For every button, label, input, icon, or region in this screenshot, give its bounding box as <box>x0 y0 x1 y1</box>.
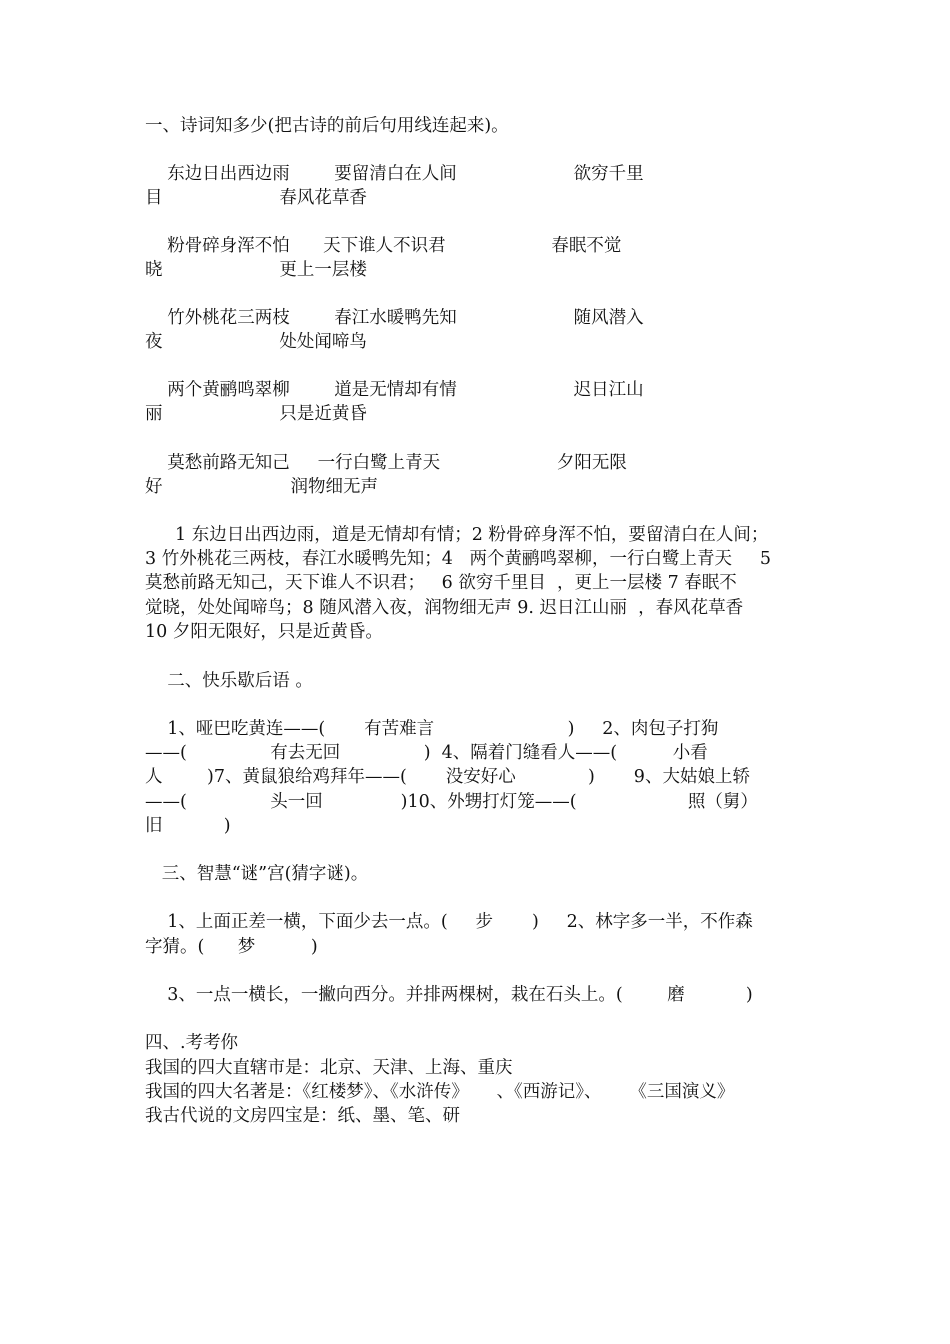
answer-line-2: 3 竹外桃花三两枝，春江水暖鸭先知；4 两个黄鹂鸣翠柳，一行白鹭上青天 5 <box>145 549 771 569</box>
section-4-title: 四、.考考你 <box>145 1033 239 1053</box>
poem-row-2-line-1: 粉骨碎身浑不怕 天下谁人不识君 春眠不觉 <box>145 236 622 256</box>
quiz-line-2: 我国的四大名著是：《红楼梦》、《水浒传》 、《西游记》、 《三国演义》 <box>145 1082 735 1102</box>
xiehouyu-line-1: 1、哑巴吃黄连——( 有苦难言 ) 2、肉包子打狗 <box>145 719 719 739</box>
answer-line-3: 莫愁前路无知己，天下谁人不识君； 6 欲穷千里目 ，更上一层楼 7 春眠不 <box>145 573 737 593</box>
riddle-line-1: 1、上面正差一横，下面少去一点。( 步 ) 2、林字多一半，不作森 <box>145 912 753 932</box>
poem-row-1-line-2: 目 春风花草香 <box>145 188 367 208</box>
poem-row-5-line-1: 莫愁前路无知己 一行白鹭上青天 夕阳无限 <box>145 453 627 473</box>
riddle-line-3: 3、一点一横长，一撇向西分。并排两棵树，栽在石头上。( 磨 ) <box>145 985 753 1005</box>
xiehouyu-line-3: 人 )7、黄鼠狼给鸡拜年——( 没安好心 ) 9、大姑娘上轿 <box>145 767 750 787</box>
section-2-title: 二、快乐歇后语 。 <box>145 671 313 691</box>
poem-row-4-line-2: 丽 只是近黄昏 <box>145 404 367 424</box>
poem-row-2-line-2: 晓 更上一层楼 <box>145 260 367 280</box>
poem-row-5-line-2: 好 润物细无声 <box>145 477 378 497</box>
xiehouyu-line-5: 旧 ) <box>145 816 231 836</box>
section-1-title: 一、诗词知多少(把古诗的前后句用线连起来)。 <box>145 116 509 136</box>
quiz-line-1: 我国的四大直辖市是：北京、天津、上海、重庆 <box>145 1058 513 1078</box>
xiehouyu-line-4: ——( 头一回 )10、外甥打灯笼——( 照（舅） <box>145 792 758 812</box>
poem-row-3-line-1: 竹外桃花三两枝 春江水暖鸭先知 随风潜入 <box>145 308 644 328</box>
answer-line-1: 1 东边日出西边雨，道是无情却有情；2 粉骨碎身浑不怕，要留清白在人间； <box>175 525 769 545</box>
quiz-line-3: 我古代说的文房四宝是：纸、墨、笔、研 <box>145 1106 460 1126</box>
poem-row-1-line-1: 东边日出西边雨 要留清白在人间 欲穷千里 <box>145 164 644 184</box>
poem-row-4-line-1: 两个黄鹂鸣翠柳 道是无情却有情 迟日江山 <box>145 380 644 400</box>
xiehouyu-line-2: ——( 有去无回 ) 4、隔着门缝看人——( 小看 <box>145 743 708 763</box>
poem-row-3-line-2: 夜 处处闻啼鸟 <box>145 332 367 352</box>
answer-line-4: 觉晓，处处闻啼鸟；8 随风潜入夜，润物细无声 9. 迟日江山丽 ，春风花草香 <box>145 598 744 618</box>
riddle-line-2: 字猜。( 梦 ) <box>145 937 318 957</box>
answer-line-5: 10 夕阳无限好，只是近黄昏。 <box>145 622 383 642</box>
section-3-title: 三、智慧“谜”宫(猜字谜)。 <box>145 864 369 884</box>
